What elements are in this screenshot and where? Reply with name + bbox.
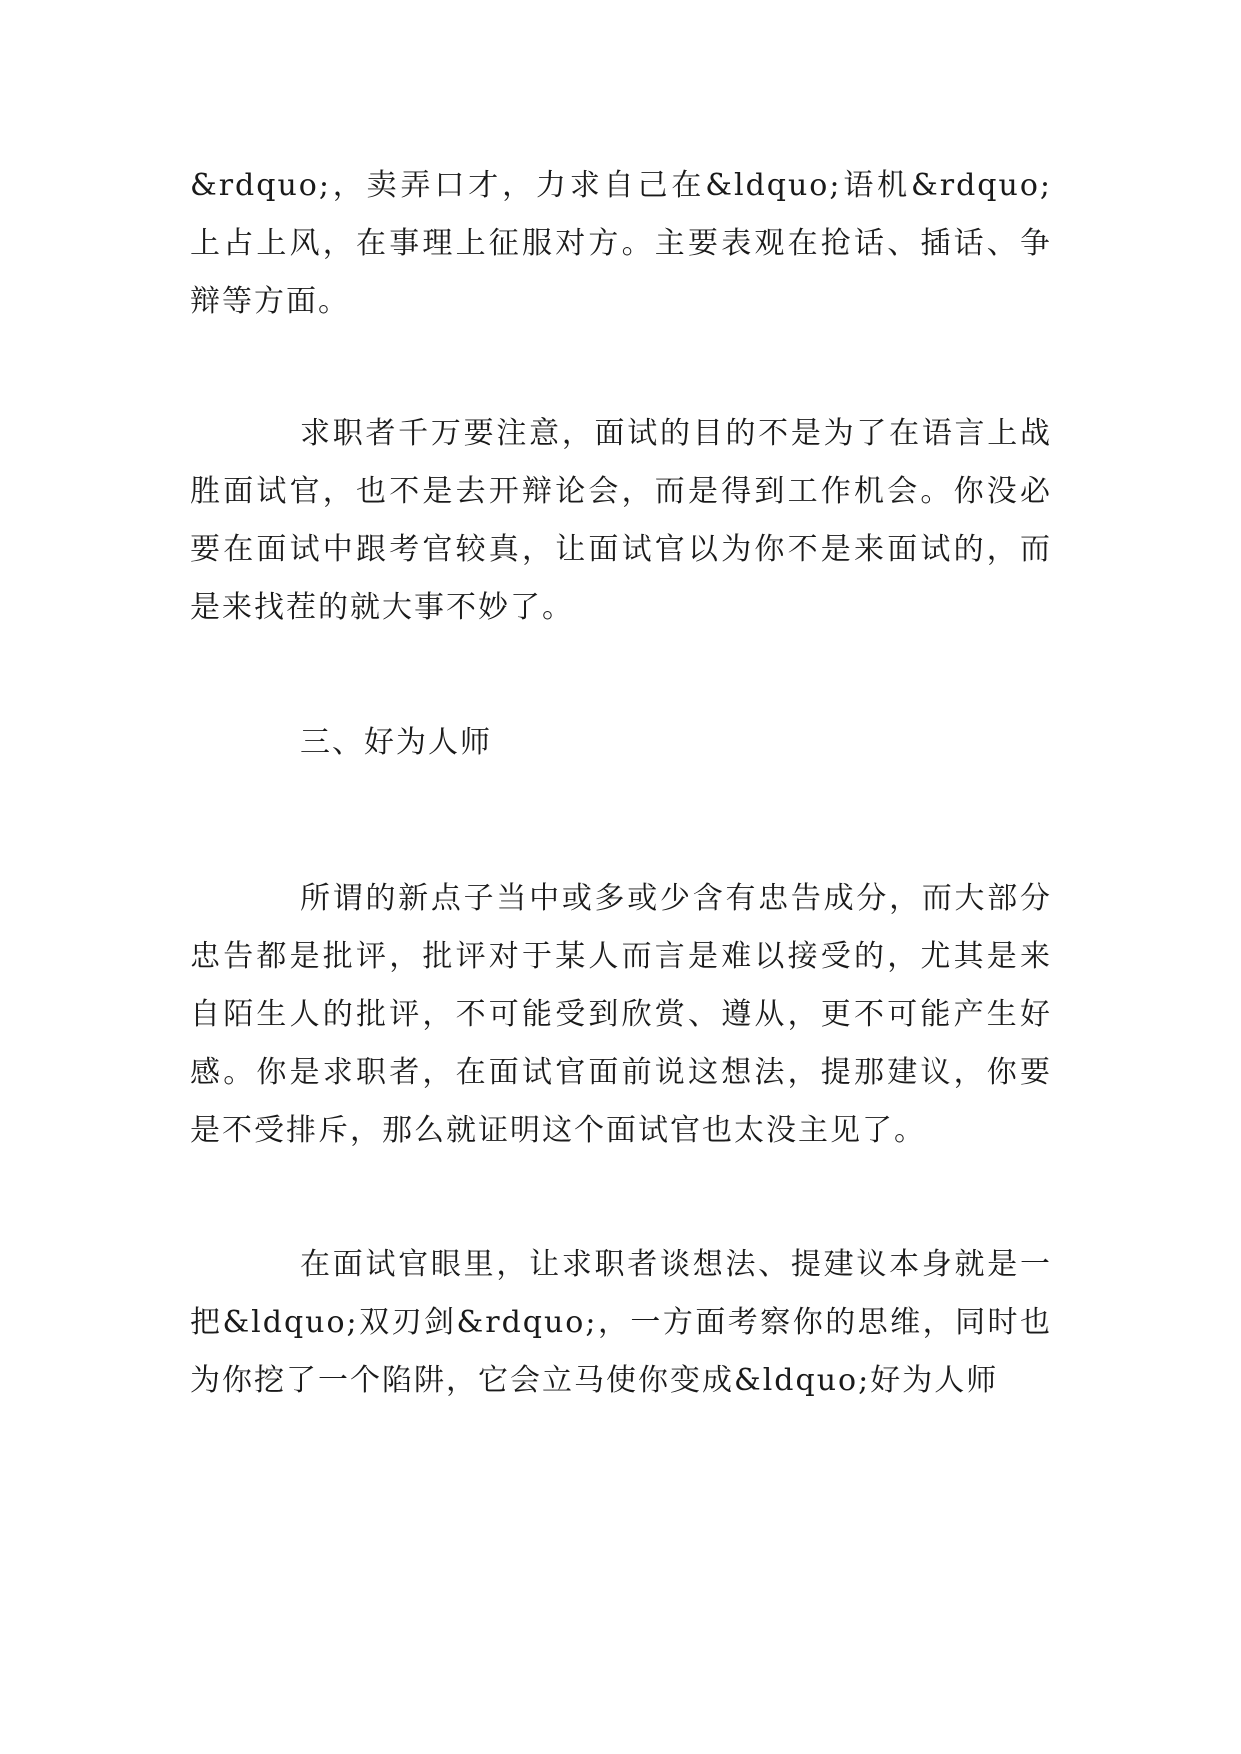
paragraph-new-ideas-advice: 所谓的新点子当中或多或少含有忠告成分，而大部分忠告都是批评，批评对于某人而言是难以接受的，尤其是来自陌生人的批评，不可能受到欣赏、遵从，更不可能产生好感。你是求职者，在面试官面前说这想法，提那建议，你要是不受排斥，那么就证明这个面试官也太没主见了。: [190, 881, 1052, 1148]
document-page: [190, 0, 1052, 1754]
paragraph-job-seeker-caution: 求职者千万要注意，面试的目的不是为了在语言上战胜面试官，也不是去开辩论会，而是得到工作机会。你没必要在面试中跟考官较真，让面试官以为你不是来面试的，而是来找茬的就大事不妙了。: [190, 416, 1052, 625]
section-heading-three: 三、好为人师: [300, 725, 492, 760]
paragraph-double-edged-sword: 在面试官眼里，让求职者谈想法、提建议本身就是一把&ldquo;双刃剑&rdquo;，一方面考察你的思维，同时也为你挖了一个陷阱，它会立马使你变成&ldquo;好为人师: [190, 1247, 1052, 1398]
paragraph-continuation: &rdquo;，卖弄口才，力求自己在&ldquo;语机&rdquo;上占上风，在事理上征服对方。主要表观在抢话、插话、争辩等方面。: [190, 168, 1052, 319]
